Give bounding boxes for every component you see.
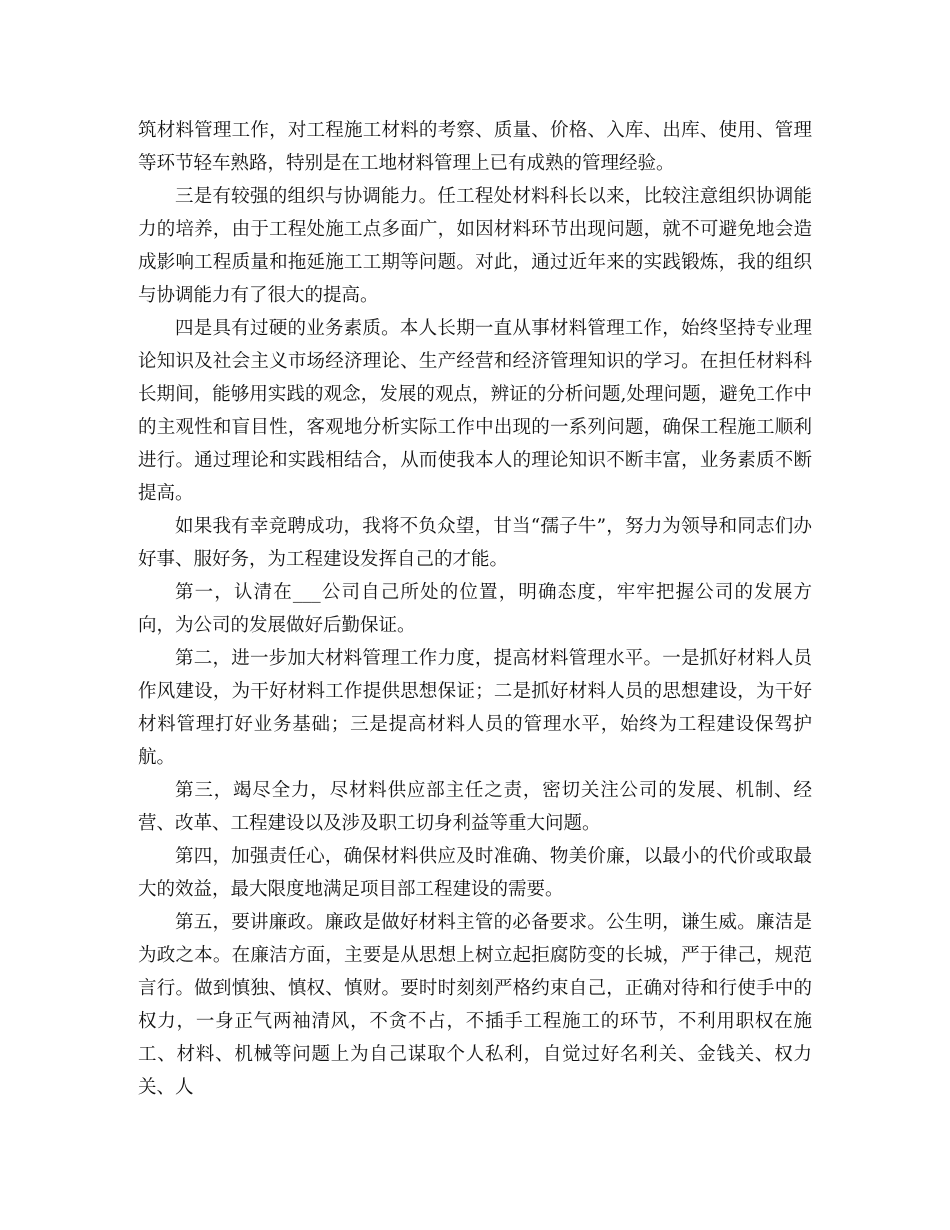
paragraph-first: 第一，认清在___公司自己所处的位置，明确态度，牢牢把握公司的发展方向，为公司的发展做好后勤保证。: [138, 582, 812, 636]
paragraph-organization-ability: 三是有较强的组织与协调能力。任工程处材料科长以来，比较注意组织协调能力的培养，由于工程处施工点多面广，如因材料环节出现问题，就不可避免地会造成影响工程质量和拖延施工工期等问题。对此，通过近年来的实践锻炼，我的组织与协调能力有了很大的提高。: [138, 186, 812, 306]
paragraph-second: 第二，进一步加大材料管理工作力度，提高材料管理水平。一是抓好材料人员作风建设，为干好材料工作提供思想保证；二是抓好材料人员的思想建设，为干好材料管理打好业务基础；三是提高材料人员的管理水平，始终为工程建设保驾护航。: [138, 648, 812, 768]
paragraph-continuation: 筑材料管理工作，对工程施工材料的考察、质量、价格、入库、出库、使用、管理等环节轻车熟路，特别是在工地材料管理上已有成熟的管理经验。: [138, 120, 812, 174]
paragraph-third: 第三，竭尽全力，尽材料供应部主任之责，密切关注公司的发展、机制、经营、改革、工程建设以及涉及职工切身利益等重大问题。: [138, 780, 812, 834]
paragraph-if-successful: 如果我有幸竞聘成功，我将不负众望，甘当“孺子牛”，努力为领导和同志们办好事、服好务，为工程建设发挥自己的才能。: [138, 516, 812, 570]
document-body: [138, 114, 812, 1104]
paragraph-professional-quality: 四是具有过硬的业务素质。本人长期一直从事材料管理工作，始终坚持专业理论知识及社会主义市场经济理论、生产经营和经济管理知识的学习。在担任材料科长期间，能够用实践的观念，发展的观点，辨证的分析问题,处理问题，避免工作中的主观性和盲目性，客观地分析实际工作中出现的一系列问题，确保工程施工顺利进行。通过理论和实践相结合，从而使我本人的理论知识不断丰富，业务素质不断提高。: [138, 318, 812, 504]
paragraph-fifth: 第五，要讲廉政。廉政是做好材料主管的必备要求。公生明，谦生威。廉洁是为政之本。在廉洁方面，主要是从思想上树立起拒腐防变的长城，严于律己，规范言行。做到慎独、慎权、慎财。要时时刻刻严格约束自己，正确对待和行使手中的权力，一身正气两袖清风，不贪不占，不插手工程施工的环节，不利用职权在施工、材料、机械等问题上为自己谋取个人私利，自觉过好名利关、金钱关、权力关、人: [138, 912, 812, 1098]
paragraph-fourth: 第四，加强责任心，确保材料供应及时准确、物美价廉，以最小的代价或取最大的效益，最大限度地满足项目部工程建设的需要。: [138, 846, 812, 900]
